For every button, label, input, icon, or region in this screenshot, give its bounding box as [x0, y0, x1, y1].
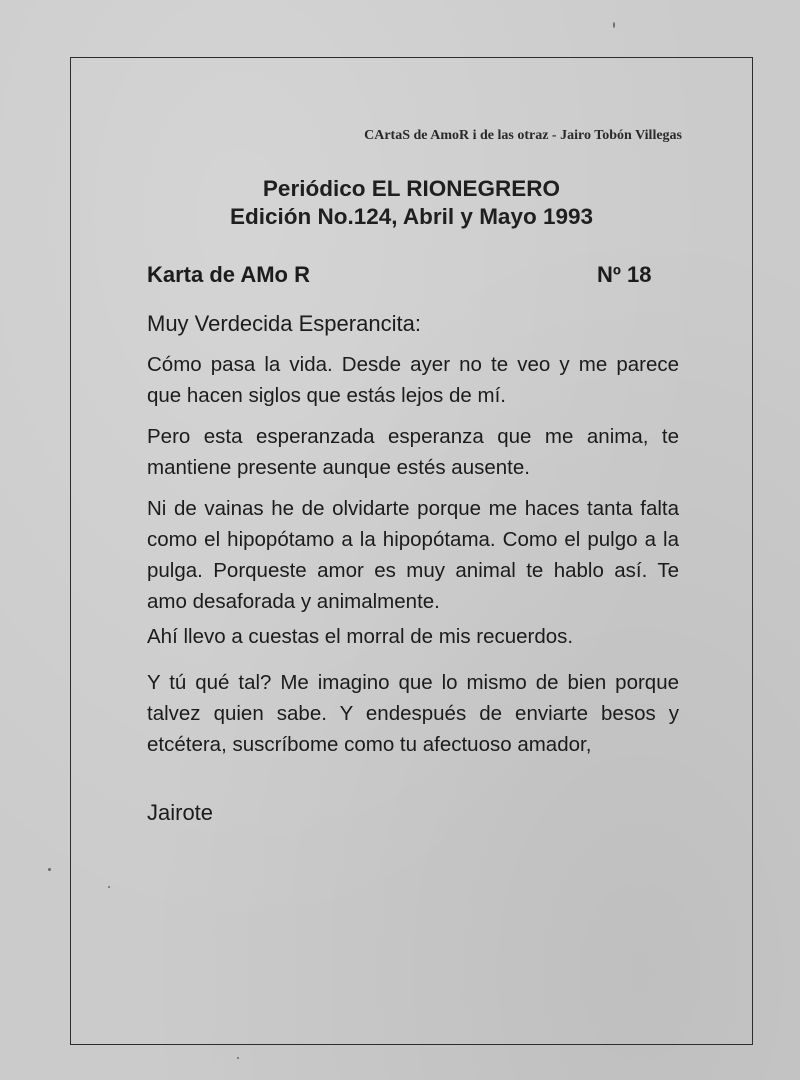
letter-paragraph: Ni de vainas he de olvidarte porque me haces tanta falta como el hipopótamo a la hipopótama. Como el pulgo a la pulga. Porqueste amor es muy animal te hablo así. Te amo desaforada y animalmente. — [147, 497, 679, 613]
letter-paragraph: Cómo pasa la vida. Desde ayer no te veo y me parece que hacen siglos que estás lejos de mí. — [147, 353, 679, 407]
running-header: CArtaS de AmoR i de las otraz - Jairo Tobón Villegas — [364, 128, 682, 143]
letter-salutation: Muy Verdecida Esperancita: — [147, 311, 421, 336]
letter-paragraph: Ahí llevo a cuestas el morral de mis recuerdos. — [147, 625, 574, 648]
letter-signature: Jairote — [147, 800, 214, 825]
letter-number: Nº 18 — [597, 262, 652, 287]
scan-speck — [48, 868, 51, 871]
letter-title: Karta de AMo R — [147, 262, 310, 287]
scan-speck — [613, 22, 615, 28]
newspaper-title: Periódico EL RIONEGRERO — [262, 176, 561, 201]
letter-paragraph: Y tú qué tal? Me imagino que lo mismo de bien porque talvez quien sabe. Y endespués de enviarte besos y etcétera, suscríbome como tu afectuoso amador, — [147, 671, 679, 756]
scan-speck — [237, 1057, 239, 1059]
edition-line: Edición No.124, Abril y Mayo 1993 — [229, 204, 594, 229]
letter-paragraph: Pero esta esperanzada esperanza que me anima, te mantiene presente aunque estés ausente. — [147, 425, 679, 479]
